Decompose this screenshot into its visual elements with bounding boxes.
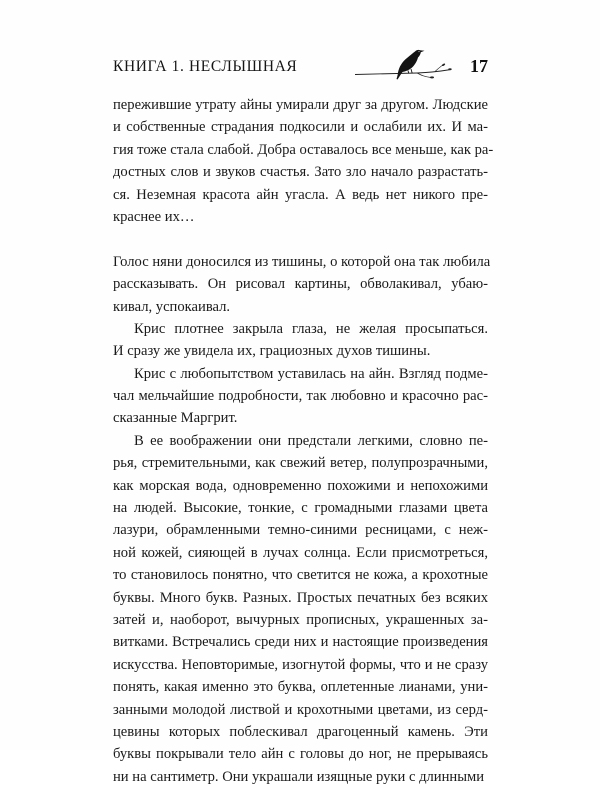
- text-line: рья, стремительными, как свежий ветер, полупрозрачными,: [113, 455, 488, 472]
- text-line: сказанные Маргрит.: [113, 410, 238, 427]
- text-line: и собственные страдания подкосили и ослабили их. И ма-: [113, 119, 488, 136]
- text-line: искусства. Неповторимые, изогнутой формы, что и не сразу: [113, 656, 488, 673]
- text-line: витками. Встречались среди них и настоящие произведения: [113, 634, 488, 651]
- text-line: достных слов и звуков счастья. Зато зло начало разрастать-: [113, 164, 488, 181]
- text-line: Крис плотнее закрыла глаза, не желая просыпаться.: [134, 320, 488, 337]
- text-line: как морская вода, одновременно похожими и непохожими: [113, 477, 488, 494]
- text-line: буквы покрывали тело айн с головы до ног, не прерываясь: [113, 746, 488, 763]
- text-line: занными молодой листвой и крохотными цветами, из серд-: [113, 701, 488, 718]
- book-title: КНИГА 1. НЕСЛЫШНАЯ: [113, 58, 298, 75]
- text-line: рассказывать. Он рисовал картины, обволакивал, убаю-: [113, 276, 488, 293]
- paragraph: [113, 430, 488, 788]
- text-line: затей и, наоборот, вычурных прописных, украшенных за-: [113, 611, 488, 628]
- text-line: ся. Неземная красота айн угасла. А ведь нет никого пре-: [113, 186, 488, 203]
- text-line: В ее воображении они предстали легкими, словно пе-: [134, 432, 488, 449]
- raven-on-branch-icon: [355, 44, 453, 84]
- text-line: гия тоже стала слабой. Добра оставалось все меньше, как ра-: [113, 141, 494, 158]
- paragraph: [113, 363, 488, 430]
- paragraph-gap: [113, 228, 488, 250]
- paragraph: [113, 251, 491, 318]
- paragraph: [113, 94, 494, 228]
- text-line: кивал, успокаивал.: [113, 298, 231, 315]
- text-line: на людей. Высокие, тонкие, с громадными глазами цвета: [113, 500, 488, 517]
- body-text: [113, 94, 494, 788]
- page-number: 17: [470, 56, 488, 76]
- text-line: лазури, обрамленными темно-синими ресницами, с неж-: [113, 522, 488, 539]
- text-line: краснее их…: [113, 208, 195, 225]
- text-line: пережившие утрату айны умирали друг за другом. Людские: [113, 97, 488, 113]
- running-head: [113, 44, 488, 84]
- text-line: ни на сантиметр. Они украшали изящные руки с длинными: [113, 768, 485, 785]
- text-line: то становилось понятно, что светится не кожа, а крохотные: [113, 567, 488, 584]
- text-line: Голос няни доносился из тишины, о которой она так любила: [113, 253, 491, 270]
- text-line: Крис с любопытством уставилась на айн. Взгляд подме-: [134, 365, 488, 382]
- text-line: И сразу же увидела их, грациозных духов тишины.: [113, 343, 431, 360]
- text-line: цевины которых поблескивал драгоценный камень. Эти: [113, 723, 488, 740]
- text-line: ной кожей, сияющей в лучах солнца. Если присмотреться,: [113, 544, 488, 561]
- text-line: чал мельчайшие подробности, так любовно и красочно рас-: [113, 388, 488, 405]
- text-line: буквы. Много букв. Разных. Простых печатных без всяких: [113, 589, 488, 606]
- paragraph: [113, 318, 488, 363]
- text-line: понять, какая именно это буква, оплетенные лианами, уни-: [113, 679, 488, 696]
